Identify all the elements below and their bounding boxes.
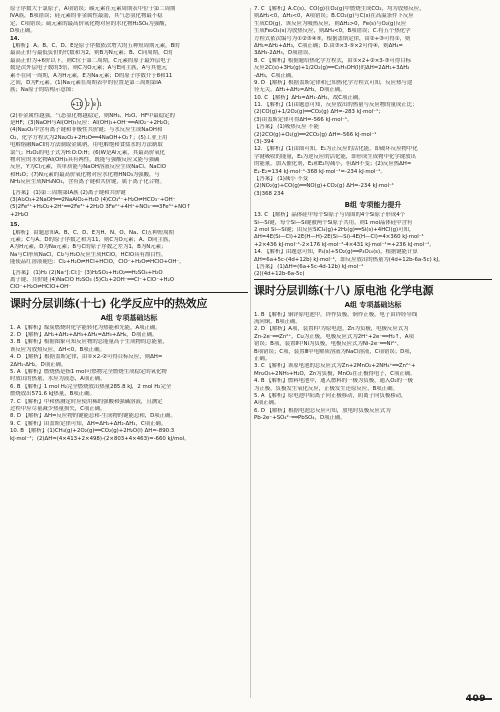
question-15-label: 15. xyxy=(10,222,20,229)
text-line: 5. A 【解析】原电池中阳离子向正极移动，阴离子向负极移动， xyxy=(254,392,407,399)
text-line: -ΔH₃，C项正确。 xyxy=(254,72,297,79)
text-line: 2ΔH₁-ΔH₂，D项正确。 xyxy=(10,361,67,368)
text-line: 径无关，ΔH₁+ΔH₂=ΔH₃，D项正确。 xyxy=(254,87,346,94)
text-line: 元素；C与A、D的原子序数之和为11，则C为O元素；A、D同主族， xyxy=(10,236,174,243)
text-line: Mn₂O₃+2NH₃+H₂O，Zn为负极，MnO₂在正极得电子，C项正确。 xyxy=(254,370,416,377)
text-line: (5)2Fe²⁺+H₂O₂+2H⁺══2Fe³⁺+2H₂O 3Fe²⁺+4H⁺+NO₃⁻══3Fe³⁺+NO↑ xyxy=(10,204,191,211)
text-line: 3. B 【解析】根据图象可知反应物的总能量高于生成物的总能量， xyxy=(10,339,168,346)
text-line: D项正确。 xyxy=(10,28,36,35)
text-line: 7. C 【解析】A.C(s)、CO(g)在O₂(g)中燃烧生成CO₂，均为放热反应， xyxy=(254,6,425,12)
text-line: 【答案】 (1)ΔH=(6a+5c-4d-12b) kJ·mol⁻¹ xyxy=(254,263,364,270)
text-line: 14. 【解析】由题意可知，P₄(s)+5O₂(g)══P₄O₁₀(s)，根据键能计算 xyxy=(254,249,418,256)
text-line: 能使品红溶液褪色：Cl₂+H₂O⇌HCl+HClO，ClO⁻+H₂O⇌HClO+OH⁻。 xyxy=(10,259,185,266)
text-line: 9. D 【解析】根据盖斯定律和已知热化学方程式可知，反应热与途 xyxy=(254,79,413,86)
text-line: ⅣA族，B项错误；硅元素的非金属性最弱，其气态氢化物最不稳 xyxy=(10,13,163,20)
text-line: +2×436 kJ·mol⁻¹-2×176 kJ·mol⁻¹-4×431 kJ·mol⁻¹=+236 kJ·mol⁻¹。 xyxy=(254,241,435,248)
text-line: (2)非金属性越强，气态氢化物越稳定，则NH₃、H₂O、HF中最稳定的 xyxy=(10,112,175,119)
text-line: 12. 【解析】(1)由图可知，E₁为正反应的活化能，即破坏反应物中化 xyxy=(254,146,418,153)
lesson-18-title: 课时分层训练(十八) 原电池 化学电源 xyxy=(254,283,434,297)
text-line: (3)Al₂O₃+2NaOH══2NaAlO₂+H₂O (4)CO₃²⁻+H₂O⇌HCO₃⁻+OH⁻ xyxy=(10,196,176,203)
text-line: 方程式依次编号为①②③④⑤，根据盖斯定律，由②+③可得①，则 xyxy=(254,35,411,42)
right-answer-block xyxy=(254,6,492,198)
text-line: 和H₂O；(7)N元素的最高价氧化物对应水化物HNO₃为强酸，与 xyxy=(10,171,160,178)
text-line: NH₃反应生成NH₄NO₃，含有离子键和共价键，属于离子化合物。 xyxy=(10,179,165,186)
text-line: 物对应的水化物Al(OH)₃具有两性，既能与强酸反应又能与强碱 xyxy=(10,157,160,164)
text-line: 原子序数大于氯原子，A项错误；碳元素在元素周期表中位于第二周期 xyxy=(10,6,176,12)
text-line: 反应2C(s)+3H₂(g)+1/2O₂(g)══C₂H₅OH(l)的ΔH=2ΔH₁+3ΔH₂ xyxy=(254,65,410,72)
text-line: 是HF；(3)NaOH与Al(OH)₃反应：Al(OH)₃+OH⁻══AlO₂⁻+2H₂O； xyxy=(10,120,173,127)
svg-text:+11: +11 xyxy=(71,101,83,108)
page-number: 409 xyxy=(465,694,486,704)
lesson-18-group-a: A组 专项基础达标 xyxy=(344,300,402,309)
lesson-17-title: 课时分层训练(十七) 化学反应中的热效应 xyxy=(10,296,208,310)
text-line: (2)NO₂(g)+CO(g)══NO(g)+CO₂(g) ΔH=-234 kJ·mol⁻¹ xyxy=(254,183,394,190)
text-line: (4)Na₂O₂中含有离子键和非极性共价键；与水反应生成NaOH和 xyxy=(10,127,163,134)
text-line: 8. D 【解析】ΔH=反应物的键能总和-生成物的键能总和，D项正确。 xyxy=(10,413,176,420)
svg-text:8: 8 xyxy=(93,102,96,108)
question-14-label: 14. xyxy=(10,35,20,42)
text-line: 3ΔH₃-2ΔH₅，D项错误。 xyxy=(254,50,314,57)
text-line: 氯气；H₂O₂的电子式为H:O:O:H；(6)W是Al元素，其最高价氧化 xyxy=(10,149,166,156)
text-line: 最高正价与最低负价的代数和为2，则B为N元素；B、C同周期，C的 xyxy=(10,50,173,57)
atom-structure-icon xyxy=(70,95,104,113)
text-line: 生成CO(g)，该反应为吸热反应，则ΔH₂>0，Fe(s)与O₂(g)反应 xyxy=(254,20,407,27)
text-line: 【解析】 由题意知A、B、C、D、E为H、N、O、Na、Cl五种短周期 xyxy=(10,229,174,236)
text-line: (3)-394 xyxy=(254,139,274,146)
text-line: ΔH=6a+5c-(4d+12b) kJ·mol⁻¹，即反应放出的热量为(4d+12b-6a-5c) kJ。 xyxy=(254,256,444,263)
text-line: 离子键、共价键 (4)NaClO H₂SO₃ (5)Cl₂+2OH⁻══Cl⁻+ClO⁻+H₂O xyxy=(10,276,174,283)
text-line: 燃烧放出571.6 kJ热量，B项正确。 xyxy=(10,391,95,398)
text-line: 的能量，加入催化剂，E₁和E₂均减小，但ΔH不变；(2)反应热ΔH= xyxy=(254,161,412,168)
question-14-solution xyxy=(10,43,248,95)
text-line: 4. D 【解析】根据盖斯定律，由①×2-②可得目标反应，则ΔH= xyxy=(10,354,163,361)
left-column xyxy=(10,6,248,443)
text-line: 13. C 【解析】晶体硅中每个Si原子与周围的4个Si原子形成4个 xyxy=(254,212,406,219)
question-14-answer xyxy=(10,190,248,220)
lesson-17-answers xyxy=(10,325,248,443)
lesson-18-answers xyxy=(254,312,492,423)
text-line: (2)CO(g)+1/2O₂(g)══CO₂(g) ΔH=-283 kJ·mol⁻¹； xyxy=(254,109,384,116)
text-line: ΔH=4E(Si—Cl)+2E(H—H)-2E(Si—Si)-4E(H—Cl)=4×360 kJ·mol⁻¹ xyxy=(254,234,424,241)
text-line: 11. 【解析】(1)由题意可知，反应放出的热量与反应物的量成正比； xyxy=(254,102,418,109)
text-line: 1. A 【解析】煤炭燃烧时化学能转化为热能和光能，A项正确。 xyxy=(10,324,161,331)
text-line: 【解析】 A、B、C、D、E是原子序数依次增大的五种短周期元素，B的 xyxy=(10,42,180,49)
text-line: 最高正价为+6价以下，则C位于第二周期，C元素的原子最外层电子 xyxy=(10,57,172,64)
text-line: A项正确。 xyxy=(254,400,280,407)
text-line: 10. B 【解析】(1)CH₄(g)+2O₂(g)══CO₂(g)+2H₂O(l) ΔH=-890.3 xyxy=(10,428,175,435)
text-line: 4. B 【解析】燃料电池中，通入燃料的一极为负极，通入O₂的一极 xyxy=(254,378,413,385)
question-14-solution-continued xyxy=(10,113,248,187)
text-line: 【答案】 (1)第三周期第ⅠA族 (2)离子键和共价键 xyxy=(10,189,126,196)
text-line: 之间，D为F元素。(1)Na元素在周期表中的位置是第三周期第ⅠA xyxy=(10,79,162,86)
text-line: +2H₂O xyxy=(10,211,29,218)
text-line: O₂，化学方程式为2Na₂O₂+2H₂O══4NaOH+O₂↑；(5)工业上用 xyxy=(10,134,168,141)
question-15-answer xyxy=(10,270,248,292)
text-line: 9. C 【解析】由盖斯定律可知，ΔH=ΔH₁+ΔH₂-ΔH₃，C项正确。 xyxy=(10,420,167,427)
text-line: 2 mol Si—Si键；由反应SiCl₄(g)+2H₂(g)══Si(s)+4HCl(g)可知， xyxy=(254,226,415,233)
text-line: Pb-2e⁻+SO₄²⁻══PbSO₄，D项正确。 xyxy=(254,415,346,422)
text-line: 过程中应尽量减少热量损失，C项正确。 xyxy=(10,405,106,412)
text-line: 族；Na原子的结构示意图： xyxy=(10,87,77,94)
text-line: 为正极，负极发生氧化反应，正极发生还原反应，B项正确。 xyxy=(254,385,398,392)
svg-text:1: 1 xyxy=(99,102,102,108)
text-line: Na与Cl形成NaCl，Cl₂与H₂O反应生成HClO，HClO具有漂白性， xyxy=(10,251,167,258)
text-line: 7. C 【解析】中和热测定时应使用稀的强酸和强碱溶液，且测定 xyxy=(10,398,163,405)
text-line: 正确。 xyxy=(254,356,271,363)
text-line: kJ·mol⁻¹；(2)ΔH=(4×413+2×498)-(2×803+4×463)=-660 kJ/mol。 xyxy=(10,435,190,442)
text-line: E₁-E₂=134 kJ·mol⁻¹-368 kJ·mol⁻¹=-234 kJ·mol⁻¹。 xyxy=(254,168,386,175)
text-line: 电解熔融NaCl的方法制取金属钠，用电解饱和食盐水的方法制取 xyxy=(10,142,163,149)
text-line: 2. D 【解析】ΔH₁+ΔH₂+ΔH₃+ΔH₄=ΔH₅+ΔH₆，D项正确。 xyxy=(10,332,158,339)
left-answer-block xyxy=(10,6,248,36)
text-line: 定，C项错误；硫元素的最高价氧化物对应的水化物H₂SO₄为强酸， xyxy=(10,20,170,27)
sodium-atom-structure-diagram xyxy=(10,95,248,113)
text-line: 时放出的热量，水应为液态，A项正确。 xyxy=(10,376,106,383)
text-line: 5. A 【解析】燃烧热是指1 mol可燃物完全燃烧生成稳定的氧化物 xyxy=(10,369,167,376)
text-line: B项错误；C项，装置Ⅲ中电解质溶液为NaCl溶液，C项错误；D项， xyxy=(254,348,416,355)
text-line: A为H元素，D为Na元素；B与C的原子序数之差为1，B为N元素； xyxy=(10,244,167,251)
text-line: 【答案】 (1)减小 不变 xyxy=(254,175,309,182)
text-line: 数是次外层电子数的3倍，则C为O元素；A与E同主族，A与其他元 xyxy=(10,65,167,72)
group-b-heading: B组 专项能力提升 xyxy=(344,201,402,210)
text-line: ΔH₁=ΔH₂+ΔH₃，C项正确；D.由③×3-⑤×2可得④，则ΔH₄= xyxy=(254,42,404,49)
text-line: 生成Fe₂O₃(s)为放热反应，则ΔH₄<0，B项错误；C.将五个热化学 xyxy=(254,28,411,35)
text-line: 则ΔH₁<0，ΔH₃<0，A项错误；B.CO₂(g)与C(s)在高温条件下反应 xyxy=(254,13,414,20)
lesson-17-group-a: A组 专项基础达标 xyxy=(100,313,158,322)
text-line: 6. D 【解析】根据电池总反应可知，放电时负极反应式为 xyxy=(254,407,391,414)
text-line: (3)368 234 xyxy=(254,190,284,197)
text-line: Zn-2e⁻══Zn²⁺，Cu为正极，电极反应式为2H⁺+2e⁻══H₂↑，A项 xyxy=(254,333,414,340)
text-line: 反应，Y为Cl元素，其单质能与NaOH溶液反应生成NaCl、NaClO xyxy=(10,164,167,171)
text-line: 该反应为放热反应，ΔH<0，B项正确。 xyxy=(10,346,105,353)
text-line: 错误；B项，装置Ⅱ中Ni为负极，电极反应式为Ni-2e⁻══Ni²⁺， xyxy=(254,341,403,348)
text-line: Si—Si键，每个Si—Si键被两个Si原子共用，则1 mol晶体硅中含有 xyxy=(254,219,413,226)
text-line: 3. C 【解析】该原电池的总反应式为Zn+2MnO₂+2NH₄⁺══Zn²⁺+ xyxy=(254,363,416,370)
text-line: 1. B 【解析】铜锌原电池中，锌作负极，铜作正极，电子由锌经导线 xyxy=(254,311,418,318)
text-line: (2)(4d+12b-6a-5c) xyxy=(254,271,305,278)
text-line: 流向铜，B项正确。 xyxy=(254,319,301,326)
question-15-solution xyxy=(10,230,248,267)
text-line: 【答案】 (1)吸热反应 不能 xyxy=(254,124,319,131)
text-line: 学键吸收的能量，E₂为逆反应的活化能，即形成生成物中化学键放出 xyxy=(254,153,416,160)
text-line: 素不在同一周期，A为H元素，E为Na元素；D的原子序数介于8和11 xyxy=(10,72,173,79)
group-b-answers xyxy=(254,212,492,279)
text-line: 10. C 【解析】ΔH₃=ΔH₁-ΔH₂，故C项正确。 xyxy=(254,94,364,101)
text-line: 【答案】 (1)H₂ (2)Na⁺[:Cl:]⁻ (3)H₂SO₃+H₂O₂══H₂SO₄+H₂O xyxy=(10,269,163,276)
svg-text:2: 2 xyxy=(87,102,90,108)
text-line: 6. B 【解析】1 mol H₂完全燃烧放出热量285.8 kJ，2 mol H₂完全 xyxy=(10,383,172,390)
text-line: (3)由盖斯定律可得ΔH=-566 kJ·mol⁻¹。 xyxy=(254,116,353,123)
text-line: ClO⁻+H₂O⇌HClO+OH⁻ xyxy=(10,284,72,291)
text-line: (2)2CO(g)+O₂(g)══2CO₂(g) ΔH=-566 kJ·mol⁻¹ xyxy=(254,131,377,138)
text-line: 8. C 【解析】根据题给热化学方程式，由①×2+②×3-③可得目标 xyxy=(254,57,411,64)
column-divider xyxy=(250,8,251,698)
right-column xyxy=(254,6,492,423)
text-line: 2. D 【解析】A项，装置Ⅰ中为原电池，Zn为负极，电极反应式为 xyxy=(254,326,409,333)
